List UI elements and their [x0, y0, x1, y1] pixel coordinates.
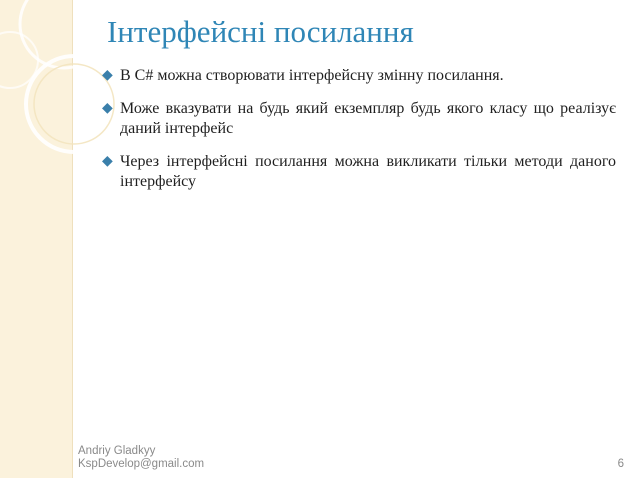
- page-number: 6: [617, 458, 624, 470]
- decorative-side-panel: [0, 0, 73, 478]
- bullet-diamond-icon: ◆: [102, 101, 113, 116]
- bullet-list: [102, 66, 616, 205]
- bullet-text: Через інтерфейсні посилання можна викликати тільки методи даного інтерфейсу: [120, 153, 616, 190]
- bullet-item: [102, 99, 616, 139]
- slide-title: Інтерфейсні посилання: [107, 14, 414, 49]
- bullet-item: [102, 66, 616, 86]
- bullet-text: Може вказувати на будь який екземпляр будь якого класу що реалізує даний інтерфейс: [120, 100, 616, 137]
- bullet-item: [102, 152, 616, 192]
- footer-email: KspDevelop@gmail.com: [78, 458, 205, 470]
- bullet-diamond-icon: ◆: [102, 68, 113, 83]
- footer-author: Andriy Gladkyy: [78, 445, 156, 457]
- bullet-text: В C# можна створювати інтерфейсну змінну посилання.: [120, 67, 504, 84]
- bullet-diamond-icon: ◆: [102, 154, 113, 169]
